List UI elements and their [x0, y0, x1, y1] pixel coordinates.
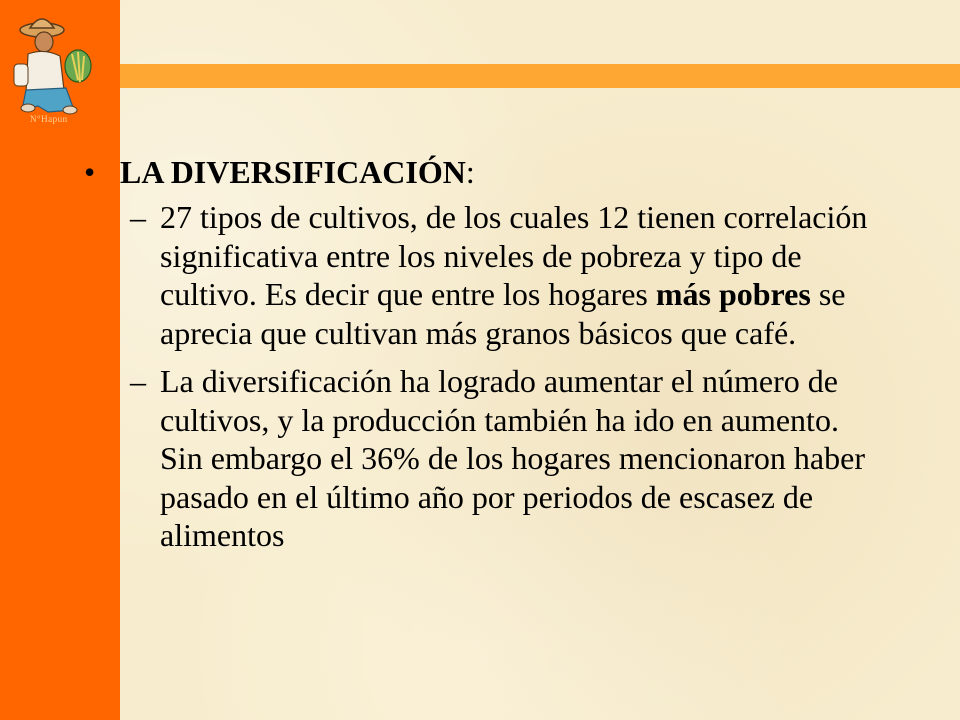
bullet-mark: • [84, 154, 96, 190]
sub-bullet-text [160, 198, 880, 352]
bullet-heading-line [120, 152, 475, 192]
sub-bullet-text-part: 27 tipos de cultivos, de los cuales 12 tienen correlación significativa entre los niveles de pobreza y tipo de cultivo. Es decir que entre los hogares [160, 199, 868, 312]
sub-bullet-2 [130, 362, 924, 555]
sub-bullet-1 [130, 198, 924, 352]
logo-caption: N°Hapun [30, 114, 68, 124]
sub-bullet-dash: – [130, 199, 146, 235]
sub-bullet-text-part: se aprecia que cultivan más granos básicos que café. [160, 276, 846, 351]
main-bullet [84, 152, 924, 192]
sub-bullet-text: La diversificación ha logrado aumentar el número de cultivos, y la producción también ha ido en aumento. Sin embargo el 36% de los hogares mencionaron haber pasado en el último año por periodos de escasez de alimentos [160, 363, 865, 553]
top-accent-band [120, 64, 960, 88]
slide-heading: LA DIVERSIFICACIÓN [120, 154, 466, 190]
sub-bullet-list [84, 198, 924, 555]
emphasis-text: más pobres [655, 276, 811, 312]
sub-bullet-dash: – [130, 363, 146, 399]
slide-content [84, 152, 924, 565]
heading-colon: : [465, 154, 475, 190]
farmer-icon [8, 4, 116, 128]
